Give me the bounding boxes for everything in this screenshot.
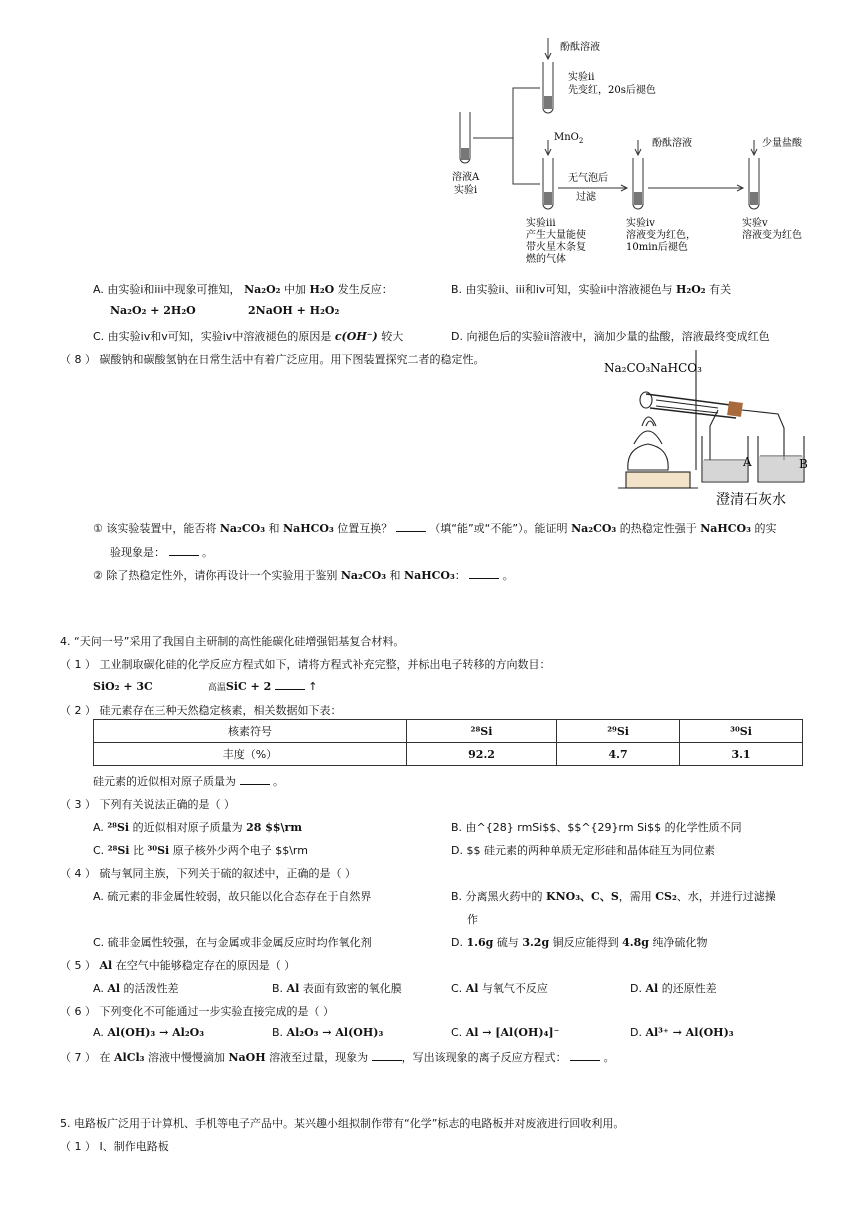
q4-p4-d: [451, 934, 708, 950]
option-d-line: D. 向褪色后的实验ii溶液中，滴加少量的盐酸，溶液最终变成红色: [451, 330, 770, 343]
q4-p4-b-line2: 作: [467, 913, 478, 926]
q4-p5: [60, 957, 295, 973]
option-a-line: [93, 281, 393, 297]
answer-blank[interactable]: [240, 774, 270, 785]
text: 纯净硫化物: [652, 936, 708, 949]
q4-p3-c: [93, 842, 308, 858]
text: 和: [268, 522, 280, 535]
exp-ii-desc: 先变红，20s后褪色: [568, 85, 656, 96]
formula: ²⁸Si: [107, 821, 130, 834]
q4-p4: [60, 865, 356, 881]
option-letter: D.: [630, 1026, 642, 1039]
q4-p6-c: [451, 1026, 559, 1039]
question-number: （ 4 ）: [60, 867, 96, 880]
text: ，需用: [618, 890, 652, 903]
table-cell: 4.7: [557, 743, 680, 766]
text: 发生反应：: [337, 283, 393, 296]
text: 中加: [283, 283, 306, 296]
sub-number: ①: [93, 522, 103, 535]
text: 溶液中慢慢滴加: [147, 1051, 225, 1064]
text: 的还原性差: [661, 982, 717, 995]
text: B. 分离黑火药中的: [451, 890, 543, 903]
text: 在: [99, 1051, 111, 1064]
mass: 4.8g: [622, 936, 649, 949]
formula: 28 $$\rm: [246, 821, 302, 834]
question-number: （ 3 ）: [60, 798, 96, 811]
formula: Na₂O₂: [244, 283, 281, 296]
q8-sub1-line2: 验现象是： 。: [110, 546, 213, 559]
q4-p4-b: [451, 888, 776, 904]
text: 硫与: [496, 936, 519, 949]
table-cell: 92.2: [407, 743, 557, 766]
question-number: （ 2 ）: [60, 704, 96, 717]
question-text: 在空气中能够稳定存在的原因是（ ）: [115, 959, 296, 972]
q4-p7: （ 7 ） 在 AlCl₃ 溶液中慢慢滴加 NaOH 溶液至过量，现象为 ，写出该现象的离子反应方程式： 。: [60, 1051, 615, 1064]
table-cell: ³⁰Si: [680, 720, 803, 743]
formula: Al: [107, 982, 121, 995]
formula: Al → [Al(OH)₄]⁻: [465, 1026, 560, 1039]
q4-p1: [60, 656, 551, 672]
text: 该实验装置中，能否将: [106, 522, 217, 535]
text: 比: [132, 844, 144, 857]
phenol-label-mid: 酚酞溶液: [652, 138, 692, 149]
exp-v-desc: 溶液变为红色: [742, 230, 802, 241]
option-letter: A.: [93, 982, 104, 995]
option-a-equation-left: Na₂O₂ + 2H₂O: [110, 304, 196, 317]
exp-iv-label: 实验iv: [626, 218, 655, 229]
text: 除了热稳定性外，请你再设计一个实验用于鉴别: [106, 569, 338, 582]
q4-p4-a: A. 硫元素的非金属性较弱，故只能以化合态存在于自然界: [93, 890, 372, 903]
option-c-text: C. 由实验iv和v可知，实验iv中溶液褪色的原因是: [93, 330, 332, 343]
formula: Al: [465, 982, 479, 995]
formula: Al₂O₃ → Al(OH)₃: [286, 1026, 384, 1039]
formula: Al: [286, 982, 300, 995]
exp-iv-desc2: 10min后褪色: [626, 242, 688, 253]
formula: CS₂: [655, 890, 677, 903]
answer-blank[interactable]: [169, 545, 199, 556]
q4-p3-a: [93, 819, 302, 835]
formula: c(OH⁻): [334, 330, 378, 343]
formula: NaHCO₃: [404, 569, 455, 582]
equation-right: SiC + 2: [225, 680, 272, 693]
formula: NaHCO₃: [700, 522, 751, 535]
text: 和: [389, 569, 401, 582]
q4-p6-a: [93, 1026, 204, 1039]
formula: NaOH: [228, 1051, 266, 1064]
q4-p5-b: [272, 980, 402, 996]
gas-arrow: ↑: [308, 680, 318, 693]
option-a-text: A. 由实验i和iii中现象可推知，: [93, 283, 241, 296]
question-number: （ 1 ）: [60, 658, 96, 671]
q4-p6-b: [272, 1026, 383, 1039]
q4-title: 4. “天问一号”采用了我国自主研制的高性能碳化硅增强铝基复合材料。: [60, 635, 405, 648]
q4-p3: [60, 796, 235, 812]
isotope-table: [93, 719, 803, 766]
no-bubble-label: 无气泡后: [568, 173, 608, 184]
stability-apparatus-diagram: [598, 348, 813, 510]
q4-p5-a: [93, 980, 179, 996]
formula: Al: [645, 982, 659, 995]
question-number: （ 5 ）: [60, 959, 96, 972]
q4-p5-d: [630, 980, 717, 996]
table-row: [94, 743, 803, 766]
answer-blank[interactable]: [372, 1050, 402, 1061]
exp-i-label: 实验i: [454, 185, 478, 196]
q4-p5-c: [451, 980, 548, 996]
exp-iii-desc1: 产生大量能使: [526, 230, 586, 241]
formula: AlCl₃: [114, 1051, 145, 1064]
question-text: 工业制取碳化硅的化学反应方程式如下，请将方程式补充完整，并标出电子转移的方向数目：: [99, 658, 551, 671]
text: 位置互换？: [337, 522, 393, 535]
text: ：: [454, 569, 466, 582]
q4-p1-equation: [93, 679, 317, 693]
formula: NaHCO₃: [283, 522, 334, 535]
formula: Na₂CO₃: [340, 569, 387, 582]
sol-a-label: 溶液A: [452, 172, 480, 183]
question-number: （ 6 ）: [60, 1005, 96, 1018]
question-number: （ 1 ）: [60, 1140, 96, 1153]
option-letter: C.: [451, 982, 463, 995]
formula: Na₂CO₃: [571, 522, 617, 535]
q4-p4-c: C. 硫非金属性较强，在与金属或非金属反应时均作氧化剂: [93, 936, 372, 949]
answer-blank[interactable]: [469, 568, 499, 579]
question-number: （ 8 ）: [60, 353, 96, 366]
text: 溶液至过量，现象为: [269, 1051, 369, 1064]
text: 验现象是：: [110, 546, 165, 559]
phenol-label-top: 酚酞溶液: [560, 42, 600, 53]
question-text: 硅元素存在三种天然稳定核素，相关数据如下表：: [99, 704, 342, 717]
acid-label: 少量盐酸: [762, 138, 802, 149]
text: 硅元素的近似相对原子质量为: [93, 775, 236, 788]
question-text: 硫与氧同主族，下列关于硫的叙述中，正确的是（ ）: [99, 867, 356, 880]
formula: KNO₃、C、S: [546, 890, 619, 903]
q8-sub2: ② 除了热稳定性外，请你再设计一个实验用于鉴别 Na₂CO₃ 和 NaHCO₃： 。: [93, 569, 514, 582]
formula: Na₂CO₃: [219, 522, 266, 535]
table-cell: ²⁹Si: [557, 720, 680, 743]
exp-ii-label: 实验ii: [568, 72, 595, 83]
option-letter: D.: [630, 982, 642, 995]
text: 的实: [754, 522, 777, 535]
q5-p1: [60, 1138, 169, 1154]
text: 的热稳定性强于: [619, 522, 697, 535]
option-a-equation-right: 2NaOH + H₂O₂: [248, 304, 340, 317]
table-cell: 3.1: [680, 743, 803, 766]
option-letter: D.: [451, 936, 463, 949]
option-letter: C.: [93, 844, 105, 857]
answer-blank[interactable]: [396, 521, 426, 532]
question-text: 碳酸钠和碳酸氢钠在日常生活中有着广泛应用。用下图装置探究二者的稳定性。: [99, 353, 485, 366]
question-text: 下列有关说法正确的是（ ）: [99, 798, 235, 811]
exp-iv-desc1: 溶液变为红色，: [626, 230, 696, 241]
question-text: 下列变化不可能通过一步实验直接完成的是（ ）: [99, 1005, 334, 1018]
option-b-line: [451, 281, 731, 297]
text: 铜反应能得到: [552, 936, 619, 949]
exp-iii-desc2: 带火星木条复: [526, 242, 586, 253]
formula: ³⁰Si: [147, 844, 170, 857]
fig-limewater: 澄清石灰水: [716, 492, 786, 508]
fig-na2co3: Na₂CO₃: [604, 361, 651, 375]
formula: Al: [99, 959, 113, 972]
text: 较大: [381, 330, 404, 343]
experiment-flow-diagram: [440, 30, 840, 275]
sub-number: ②: [93, 569, 103, 582]
answer-blank[interactable]: [275, 679, 305, 690]
answer-blank[interactable]: [570, 1050, 600, 1061]
text: 、水，并进行过滤操: [676, 890, 776, 903]
text: 有关: [709, 283, 732, 296]
exp-iii-desc3: 燃的气体: [526, 254, 566, 265]
mass: 3.2g: [522, 936, 550, 949]
filter-label: 过滤: [576, 192, 596, 203]
text: ，写出该现象的离子反应方程式：: [401, 1051, 567, 1064]
q4-p6-d: [630, 1026, 734, 1039]
q4-p6: [60, 1003, 334, 1019]
text: 原子核外少两个电子 $$\rm: [172, 844, 308, 857]
table-row: [94, 720, 803, 743]
option-c-line: [93, 328, 403, 344]
text: 与氧气不反应: [481, 982, 548, 995]
formula: H₂O: [309, 283, 335, 296]
option-letter: B.: [272, 1026, 284, 1039]
q4-p2-tail: 硅元素的近似相对原子质量为 。: [93, 775, 284, 788]
formula: H₂O₂: [676, 283, 706, 296]
exp-v-label: 实验v: [742, 218, 768, 229]
q4-p3-b: B. 由^{28} rmSi$$、$$^{29}rm Si$$ 的化学性质不同: [451, 821, 742, 834]
formula: Al(OH)₃ → Al₂O₃: [107, 1026, 205, 1039]
q8-sub1: [93, 520, 776, 536]
fig-b-label: B: [799, 457, 808, 471]
text: （填“能”或“不能”）。能证明: [429, 522, 568, 535]
reaction-condition: 高温: [207, 683, 226, 693]
equation-left: SiO₂ + 3C: [93, 680, 153, 693]
q8-stem: [60, 351, 485, 367]
formula: ²⁸Si: [107, 844, 130, 857]
text: 的活泼性差: [123, 982, 179, 995]
exp-iii-label: 实验iii: [526, 218, 556, 229]
table-cell: 核素符号: [94, 720, 407, 743]
table-cell: 丰度（%）: [94, 743, 407, 766]
text: 的近似相对原子质量为: [132, 821, 243, 834]
fig-a-label: A: [743, 455, 752, 469]
fig-nahco3: NaHCO₃: [650, 361, 702, 375]
q5-title: 5. 电路板广泛用于计算机、手机等电子产品中。某兴趣小组拟制作带有“化学”标志的电路板并对废液进行回收利用。: [60, 1117, 625, 1130]
option-b-text: B. 由实验ii、iii和iv可知，实验ii中溶液褪色与: [451, 283, 673, 296]
table-cell: ²⁸Si: [407, 720, 557, 743]
question-text: Ⅰ、制作电路板: [99, 1140, 169, 1153]
option-letter: C.: [451, 1026, 463, 1039]
formula: Al³⁺ → Al(OH)₃: [645, 1026, 734, 1039]
text: 表面有致密的氧化膜: [302, 982, 402, 995]
q4-p2: [60, 702, 342, 718]
mno2-label: MnO$_2$: [554, 132, 584, 145]
question-number: （ 7 ）: [60, 1051, 96, 1064]
option-letter: B.: [272, 982, 284, 995]
option-letter: A.: [93, 821, 104, 834]
mass: 1.6g: [466, 936, 494, 949]
q4-p3-d: D. $$ 硅元素的两种单质无定形硅和晶体硅互为同位素: [451, 844, 715, 857]
option-letter: A.: [93, 1026, 104, 1039]
